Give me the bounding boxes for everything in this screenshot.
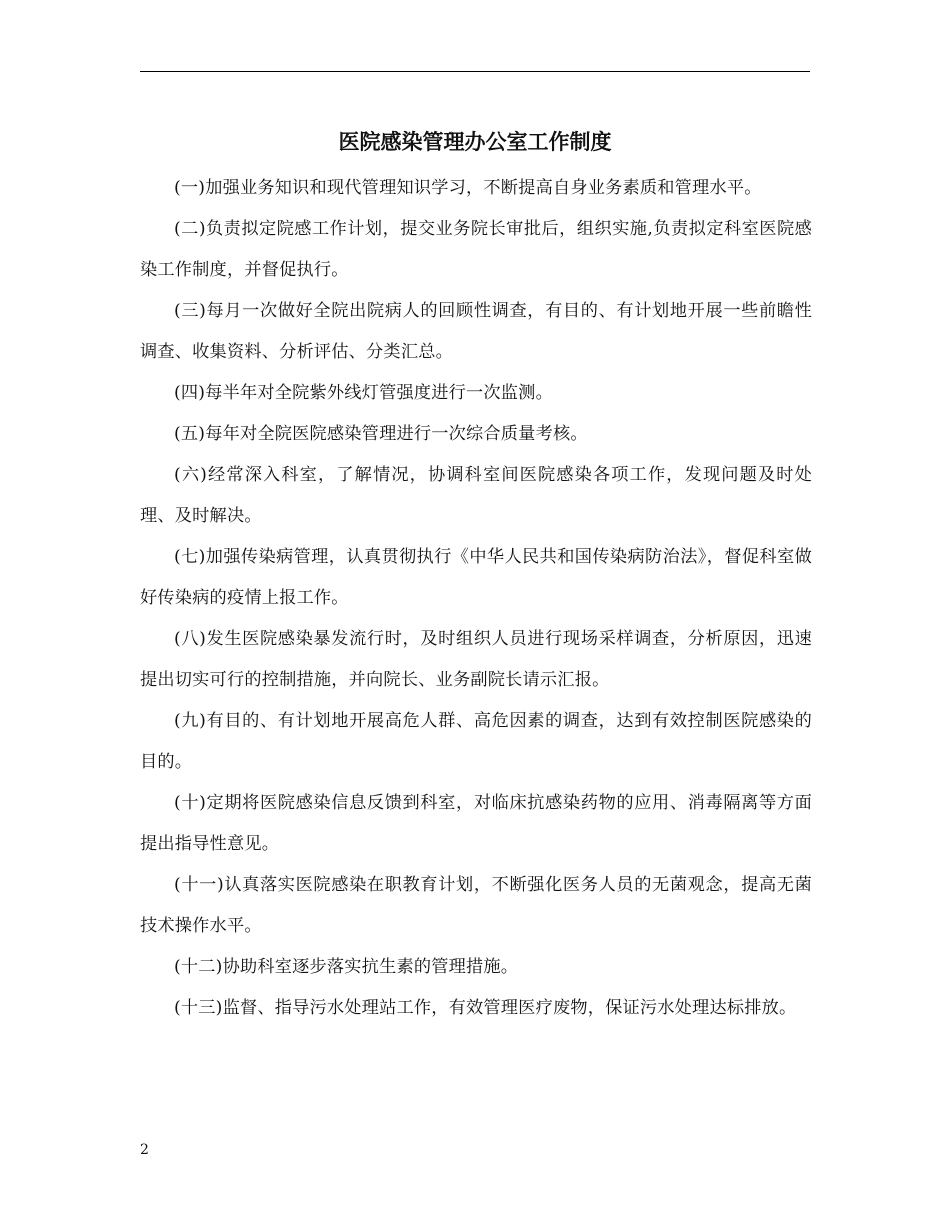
paragraph-2: (二)负责拟定院感工作计划，提交业务院长审批后，组织实施,负责拟定科室医院感染工作制度，并督促执行。 (140, 219, 812, 280)
paragraph-4: (四)每半年对全院紫外线灯管强度进行一次监测。 (174, 383, 553, 403)
paragraph-5: (五)每年对全院医院感染管理进行一次综合质量考核。 (174, 424, 588, 444)
paragraph-13: (十三)监督、指导污水处理站工作，有效管理医疗废物，保证污水处理达标排放。 (174, 998, 797, 1018)
paragraph-8: (八)发生医院感染暴发流行时，及时组织人员进行现场采样调查，分析原因，迅速提出切实可行的控制措施，并向院长、业务副院长请示汇报。 (140, 629, 812, 690)
header-rule (140, 71, 810, 72)
paragraph-11: (十一)认真落实医院感染在职教育计划，不断强化医务人员的无菌观念，提高无菌技术操作水平。 (140, 875, 812, 936)
paragraph-6: (六)经常深入科室，了解情况，协调科室间医院感染各项工作，发现问题及时处理、及时解决。 (140, 465, 812, 526)
paragraph-12: (十二)协助科室逐步落实抗生素的管理措施。 (174, 957, 519, 977)
document-body (140, 168, 812, 1029)
paragraph-10: (十)定期将医院感染信息反馈到科室，对临床抗感染药物的应用、消毒隔离等方面提出指导性意见。 (140, 793, 812, 854)
paragraph-7: (七)加强传染病管理，认真贯彻执行《中华人民共和国传染病防治法》，督促科室做好传染病的疫情上报工作。 (140, 547, 812, 608)
page-number: 2 (140, 1142, 149, 1158)
document-title: 医院感染管理办公室工作制度 (338, 129, 612, 154)
paragraph-9: (九)有目的、有计划地开展高危人群、高危因素的调查，达到有效控制医院感染的目的。 (140, 711, 812, 772)
paragraph-3: (三)每月一次做好全院出院病人的回顾性调查，有目的、有计划地开展一些前瞻性调查、收集资料、分析评估、分类汇总。 (140, 301, 812, 362)
paragraph-1: (一)加强业务知识和现代管理知识学习，不断提高自身业务素质和管理水平。 (174, 178, 762, 198)
